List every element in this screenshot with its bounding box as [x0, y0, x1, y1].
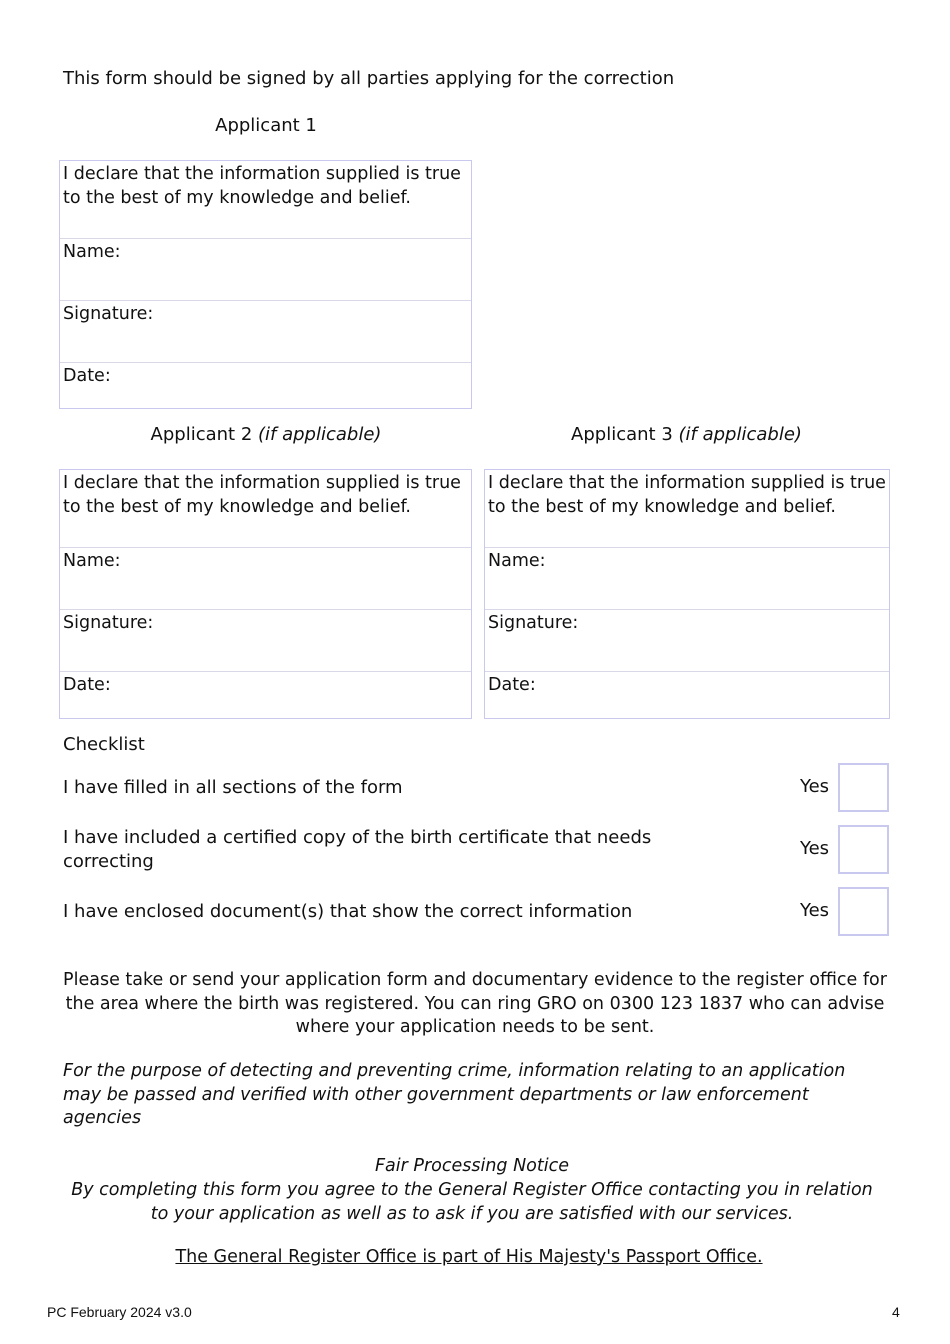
applicant-1-name-field[interactable]	[60, 239, 471, 301]
gro-statement: The General Register Office is part of His Majesty's Passport Office.	[175, 1247, 763, 1267]
applicant-3-heading	[484, 424, 889, 445]
applicant-1-date-label: Date:	[63, 366, 111, 386]
checklist-item-2-yes-label: Yes	[800, 838, 830, 859]
applicant-2-signature-field[interactable]	[60, 610, 471, 672]
fair-processing-title: Fair Processing Notice	[374, 1156, 570, 1176]
applicant-2-heading-label: Applicant 2	[150, 424, 253, 445]
applicant-3-name-label: Name:	[488, 551, 546, 571]
checklist-title: Checklist	[63, 734, 145, 755]
page-number: 4	[892, 1304, 900, 1320]
applicant-2-name-label: Name:	[63, 551, 121, 571]
checklist-item-3-text: I have enclosed document(s) that show the correct information	[63, 901, 633, 922]
applicant-3-signature-label: Signature:	[488, 613, 579, 633]
applicant-2-date-label: Date:	[63, 675, 111, 695]
checklist-item-1-checkbox[interactable]	[838, 763, 889, 812]
applicant-1-heading-label: Applicant 1	[215, 115, 317, 136]
applicant-2-date-field[interactable]	[60, 672, 471, 718]
footer-version: PC February 2024 v3.0	[47, 1304, 192, 1320]
intro-text: This form should be signed by all parties applying for the correction	[63, 68, 675, 89]
applicant-2-name-field[interactable]	[60, 548, 471, 610]
applicant-2-declaration-box	[59, 469, 472, 719]
applicant-2-signature-label: Signature:	[63, 613, 154, 633]
crime-prevention-notice: For the purpose of detecting and preventing crime, information relating to an application may be passed and verified with other government departments or law enforcement agencies	[63, 1061, 846, 1128]
applicant-1-date-field[interactable]	[60, 363, 471, 408]
applicant-2-declaration: I declare that the information supplied is true to the best of my knowledge and belief.	[60, 470, 471, 548]
applicant-2-heading	[60, 424, 472, 445]
applicant-3-declaration: I declare that the information supplied is true to the best of my knowledge and belief.	[485, 470, 889, 548]
applicant-1-signature-field[interactable]	[60, 301, 471, 363]
checklist-item-2-checkbox[interactable]	[838, 825, 889, 874]
applicant-1-heading	[60, 115, 472, 136]
applicant-2-heading-note: (if applicable)	[258, 424, 382, 445]
applicant-1-signature-label: Signature:	[63, 304, 154, 324]
applicant-3-date-label: Date:	[488, 675, 536, 695]
applicant-1-name-label: Name:	[63, 242, 121, 262]
applicant-1-declaration: I declare that the information supplied is true to the best of my knowledge and belief.	[60, 161, 471, 239]
applicant-3-name-field[interactable]	[485, 548, 889, 610]
applicant-1-declaration-box	[59, 160, 472, 409]
fair-processing-text: By completing this form you agree to the General Register Office contacting you in relation to your application as well as to ask if you are satisfied with our services.	[71, 1180, 873, 1224]
checklist-item-1-text: I have filled in all sections of the form	[63, 777, 403, 798]
send-application-notice: Please take or send your application form and documentary evidence to the register office for the area where the birth was registered. You can ring GRO on 0300 123 1837 who can advise where your application needs to be sent.	[63, 970, 887, 1037]
applicant-3-heading-note: (if applicable)	[678, 424, 802, 445]
applicant-3-signature-field[interactable]	[485, 610, 889, 672]
checklist-item-3-checkbox[interactable]	[838, 887, 889, 936]
applicant-3-heading-label: Applicant 3	[571, 424, 673, 445]
checklist-item-1-yes-label: Yes	[800, 776, 830, 797]
applicant-3-declaration-box	[484, 469, 890, 719]
applicant-3-date-field[interactable]	[485, 672, 889, 718]
checklist-item-3-yes-label: Yes	[800, 900, 830, 921]
checklist-item-2-text: I have included a certified copy of the birth certificate that needs correcting	[63, 827, 652, 872]
